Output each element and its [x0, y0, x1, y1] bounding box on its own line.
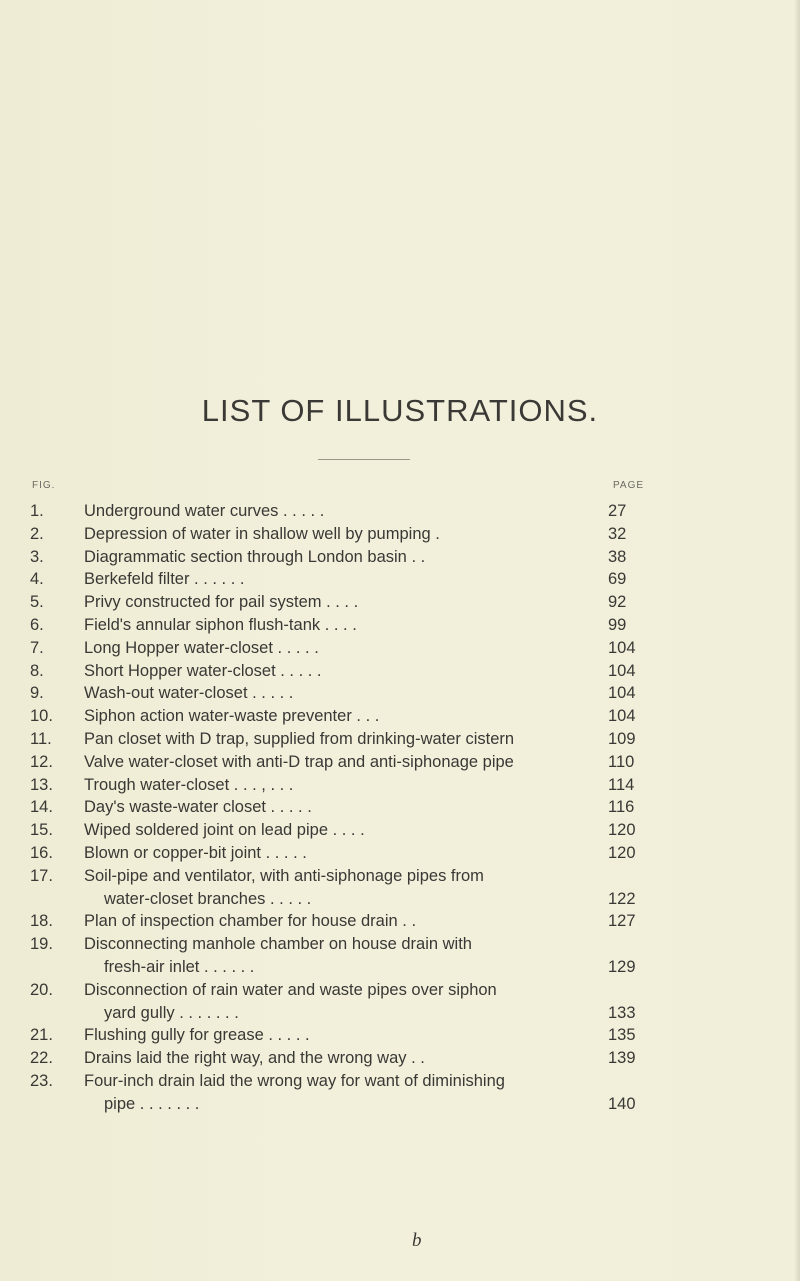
- figure-number: 13.: [30, 775, 53, 794]
- page-number: 133: [608, 1003, 636, 1022]
- illustration-title: Privy constructed for pail system . . . .: [84, 593, 359, 612]
- page-number: 27: [608, 502, 627, 520]
- illustration-title: Flushing gully for grease . . . . .: [84, 1026, 310, 1045]
- page-number: 69: [608, 570, 627, 589]
- fig-column-header: FIG.: [32, 480, 56, 491]
- figure-number: 1.: [30, 502, 44, 520]
- illustration-title-continued: fresh-air inlet . . . . . .: [104, 957, 255, 976]
- list-item: [0, 546, 800, 569]
- list-item: [0, 637, 800, 660]
- page-column-header: PAGE: [613, 480, 645, 491]
- illustration-title: Depression of water in shallow well by pumping .: [84, 524, 440, 543]
- list-item: [0, 568, 800, 591]
- list-item: [0, 796, 800, 819]
- list-item: [0, 842, 800, 865]
- figure-number: 20.: [30, 980, 53, 999]
- list-item: [0, 751, 800, 774]
- figure-number: 5.: [30, 593, 44, 612]
- figure-number: 2.: [30, 524, 44, 543]
- list-item: [0, 614, 800, 637]
- illustration-title: Plan of inspection chamber for house drain . .: [84, 912, 417, 931]
- signature-mark: b: [412, 1230, 422, 1251]
- list-item: [0, 682, 800, 705]
- illustration-title-continued: pipe . . . . . . .: [104, 1094, 200, 1113]
- illustration-title: Long Hopper water-closet . . . . .: [84, 638, 319, 657]
- illustration-title: Soil-pipe and ventilator, with anti-siphonage pipes from: [84, 866, 484, 885]
- list-item: [0, 1024, 800, 1047]
- page-number: 32: [608, 524, 627, 543]
- list-item: [0, 819, 800, 842]
- figure-number: 10.: [30, 707, 53, 726]
- page-number: 38: [608, 547, 627, 566]
- illustration-title: Siphon action water-waste preventer . . .: [84, 707, 380, 726]
- page-number: 92: [608, 593, 627, 612]
- illustration-title: Blown or copper-bit joint . . . . .: [84, 843, 307, 862]
- list-item: [0, 956, 800, 979]
- figure-number: 11.: [30, 729, 52, 748]
- figure-number: 9.: [30, 684, 44, 703]
- figure-number: 17.: [30, 866, 53, 885]
- page-number: 129: [608, 957, 636, 976]
- figure-number: 21.: [30, 1026, 53, 1045]
- list-item: [0, 1047, 800, 1070]
- illustration-title-continued: yard gully . . . . . . .: [104, 1003, 239, 1022]
- figure-number: 8.: [30, 661, 44, 680]
- illustration-title: Berkefeld filter . . . . . .: [84, 570, 245, 589]
- page-number: 116: [608, 798, 635, 817]
- illustration-title: Diagrammatic section through London basin . .: [84, 547, 426, 566]
- page-number: 104: [608, 707, 636, 726]
- illustration-title: Pan closet with D trap, supplied from drinking-water cistern: [84, 729, 515, 748]
- page-number: 104: [608, 684, 636, 703]
- page-number: 127: [608, 912, 636, 931]
- list-item: [0, 728, 800, 751]
- list-item: [0, 979, 800, 1002]
- page-title: LIST OF ILLUSTRATIONS.: [201, 393, 599, 428]
- list-item: [0, 500, 800, 523]
- page-number: 120: [608, 821, 636, 840]
- figure-number: 6.: [30, 615, 44, 634]
- page-number: 139: [608, 1049, 636, 1068]
- title-rule: [318, 459, 410, 460]
- illustration-title: Valve water-closet with anti-D trap and anti-siphonage pipe: [84, 752, 514, 771]
- page-number: 120: [608, 843, 636, 862]
- list-item: [0, 774, 800, 797]
- illustration-title: Wash-out water-closet . . . . .: [84, 684, 294, 703]
- figure-number: 23.: [30, 1071, 53, 1090]
- illustration-title: Trough water-closet . . . , . . .: [84, 775, 294, 794]
- figure-number: 18.: [30, 912, 53, 931]
- page-number: 140: [608, 1094, 636, 1113]
- illustration-title: Four-inch drain laid the wrong way for want of diminishing: [84, 1071, 505, 1090]
- figure-number: 22.: [30, 1049, 53, 1068]
- illustration-title: Wiped soldered joint on lead pipe . . . .: [84, 821, 365, 840]
- list-item: [0, 523, 800, 546]
- list-item: [0, 865, 800, 888]
- list-item: [0, 1002, 800, 1025]
- illustration-title: Disconnecting manhole chamber on house drain with: [84, 935, 472, 954]
- list-item: [0, 660, 800, 683]
- page-number: 114: [608, 775, 635, 794]
- illustration-title: Short Hopper water-closet . . . . .: [84, 661, 322, 680]
- list-item: [0, 888, 800, 911]
- page-number: 110: [608, 752, 635, 771]
- page-number: 109: [608, 729, 636, 748]
- figure-number: 12.: [30, 752, 53, 771]
- page-number: 104: [608, 661, 636, 680]
- figure-number: 15.: [30, 821, 53, 840]
- page-number: 122: [608, 889, 636, 908]
- list-item: [0, 1093, 800, 1116]
- page-number: 99: [608, 615, 627, 634]
- list-item: [0, 910, 800, 933]
- list-item: [0, 705, 800, 728]
- page-number: 135: [608, 1026, 636, 1045]
- figure-number: 7.: [30, 638, 44, 657]
- list-item: [0, 1070, 800, 1093]
- list-item: [0, 933, 800, 956]
- figure-number: 19.: [30, 935, 53, 954]
- figure-number: 14.: [30, 798, 53, 817]
- illustrations-list: [0, 500, 800, 1116]
- illustration-title: Day's waste-water closet . . . . .: [84, 798, 312, 817]
- figure-number: 3.: [30, 547, 44, 566]
- figure-number: 4.: [30, 570, 44, 589]
- page-number: 104: [608, 638, 636, 657]
- illustration-title: Disconnection of rain water and waste pipes over siphon: [84, 980, 497, 999]
- illustration-title: Drains laid the right way, and the wrong way . .: [84, 1049, 425, 1068]
- illustration-title: Underground water curves . . . . .: [84, 502, 325, 520]
- list-item: [0, 591, 800, 614]
- figure-number: 16.: [30, 843, 53, 862]
- illustration-title: Field's annular siphon flush-tank . . . .: [84, 615, 357, 634]
- illustration-title-continued: water-closet branches . . . . .: [104, 889, 312, 908]
